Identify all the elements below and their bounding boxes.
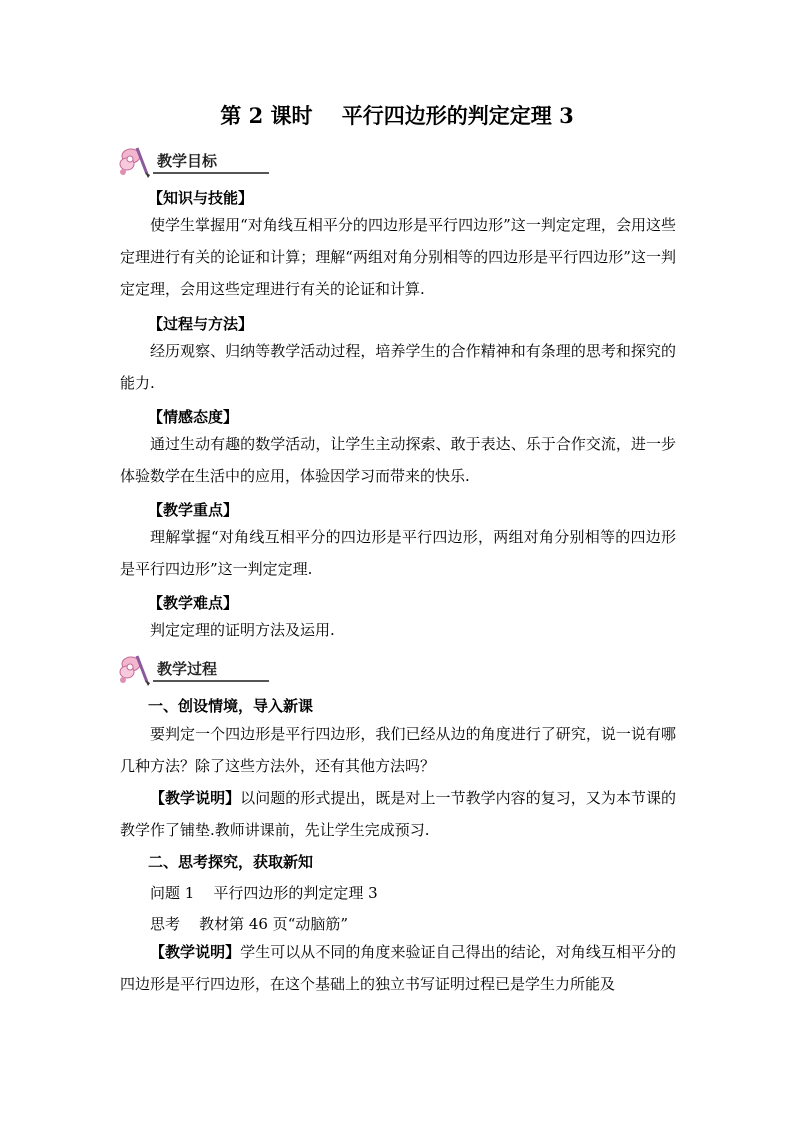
text-focus: 理解掌握“对角线互相平分的四边形是平行四边形，两组对角分别相等的四边形是平行四边形”这一判定定理. bbox=[120, 528, 676, 578]
text-knowledge: 使学生掌握用“对角线互相平分的四边形是平行四边形”这一判定定理，会用这些定理进行有关的论证和计算；理解“两组对角分别相等的四边形是平行四边形”这一判定定理，会用这些定理进行有关的论证和计算. bbox=[120, 216, 676, 298]
heading-difficulty: 【教学难点】 bbox=[148, 594, 239, 612]
heading-knowledge: 【知识与技能】 bbox=[148, 189, 254, 207]
heading-focus: 【教学重点】 bbox=[148, 501, 239, 519]
heading-process-method: 【过程与方法】 bbox=[148, 315, 254, 333]
section-label: 教学过程 bbox=[157, 660, 218, 678]
question-1: 问题 1 平行四边形的判定定理 3 bbox=[150, 884, 378, 902]
note-tag: 【教学说明】 bbox=[150, 789, 241, 807]
text-step1: 要判定一个四边形是平行四边形，我们已经从边的角度进行了研究，说一说有哪几种方法？除了这些方法外，还有其他方法吗？ bbox=[120, 725, 676, 775]
heading-attitude: 【情感态度】 bbox=[148, 408, 239, 426]
pencil-flower-icon bbox=[117, 144, 157, 180]
section-badge-objectives bbox=[117, 144, 267, 180]
heading-step1: 一、创设情境，导入新课 bbox=[148, 697, 314, 715]
pencil-flower-icon bbox=[117, 652, 157, 688]
note-text: 以问题的形式提出，既是对上一节教学内容的复习，又为本节课的教学作了铺垫.教师讲课前，先让学生完成预习. bbox=[120, 789, 676, 839]
section-underline bbox=[153, 172, 269, 174]
page-title: 第 2 课时 平行四边形的判定定理 3 bbox=[220, 103, 574, 128]
text-difficulty: 判定定理的证明方法及运用. bbox=[150, 621, 335, 639]
note-2 bbox=[120, 936, 676, 1000]
heading-step2: 二、思考探究，获取新知 bbox=[148, 853, 314, 871]
text-attitude: 通过生动有趣的数学活动，让学生主动探索、敢于表达、乐于合作交流，进一步体验数学在生活中的应用，体验因学习而带来的快乐. bbox=[120, 435, 676, 485]
text-process-method: 经历观察、归纳等教学活动过程，培养学生的合作精神和有条理的思考和探究的能力. bbox=[120, 342, 676, 392]
note-1 bbox=[120, 782, 676, 846]
section-badge-process bbox=[117, 652, 267, 688]
note-tag: 【教学说明】 bbox=[150, 943, 241, 961]
section-label: 教学目标 bbox=[157, 152, 218, 170]
think-1: 思考 教材第 46 页“动脑筋” bbox=[150, 915, 349, 933]
note-text: 学生可以从不同的角度来验证自己得出的结论，对角线互相平分的四边形是平行四边形，在这个基础上的独立书写证明过程已是学生力所能及 bbox=[120, 943, 676, 993]
section-underline bbox=[153, 680, 269, 682]
